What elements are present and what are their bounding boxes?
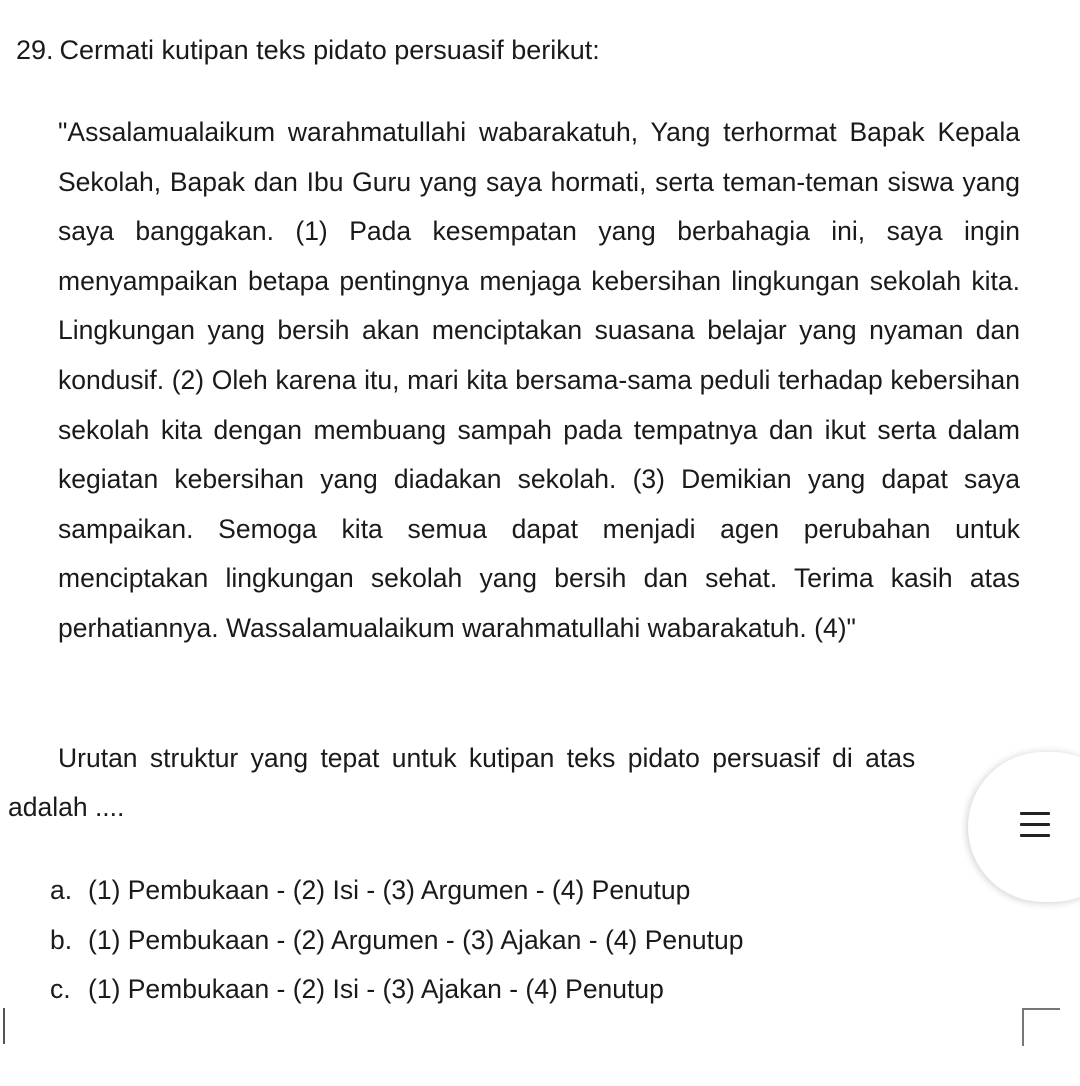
- prompt-text: Urutan struktur yang tepat untuk kutipan teks pidato persuasif di atas: [58, 743, 916, 773]
- question-instruction: Cermati kutipan teks pidato persuasif berikut:: [59, 35, 600, 65]
- option-letter: c.: [50, 974, 71, 1004]
- question-number: 29.: [16, 35, 54, 65]
- option-text: (1) Pembukaan - (2) Isi - (3) Argumen - (4) Penutup: [88, 875, 691, 905]
- question-prompt-line2: adalah ....: [8, 792, 125, 822]
- question-prompt-line1: [58, 738, 1038, 778]
- option-letter: b.: [50, 925, 73, 955]
- speech-excerpt: "Assalamualaikum warahmatullahi wabarakatuh, Yang terhormat Bapak Kepala Sekolah, Bapak dan Ibu Guru yang saya hormati, serta teman-teman siswa yang saya banggakan. (1) Pada kesempatan yang berbahagia ini, saya ingin menyampaikan betapa pentingnya menjaga kebersihan lingkungan sekolah kita. Lingkungan yang bersih akan menciptakan suasana belajar yang nyaman dan kondusif. (2) Oleh karena itu, mari kita bersama-sama peduli terhadap kebersihan sekolah kita dengan membuang sampah pada tempatnya dan ikut serta dalam kegiatan kebersihan yang diadakan sekolah. (3) Demikian yang dapat saya sampaikan. Semoga kita semua dapat menjadi agen perubahan untuk menciptakan lingkungan sekolah yang bersih dan sehat. Terima kasih atas perhatiannya. Wassalamualaikum warahmatullahi wabarakatuh. (4)": [58, 117, 1020, 643]
- crop-corner-right: [1022, 1008, 1060, 1046]
- option-a[interactable]: [50, 870, 690, 910]
- option-text: (1) Pembukaan - (2) Isi - (3) Ajakan - (4) Penutup: [88, 974, 664, 1004]
- menu-icon: [1020, 812, 1050, 838]
- option-letter: a.: [50, 875, 73, 905]
- crop-corner-left: [0, 1008, 5, 1044]
- option-text: (1) Pembukaan - (2) Argumen - (3) Ajakan - (4) Penutup: [88, 925, 744, 955]
- option-b[interactable]: [50, 920, 743, 960]
- option-c[interactable]: [50, 969, 664, 1009]
- question-header: [16, 30, 600, 70]
